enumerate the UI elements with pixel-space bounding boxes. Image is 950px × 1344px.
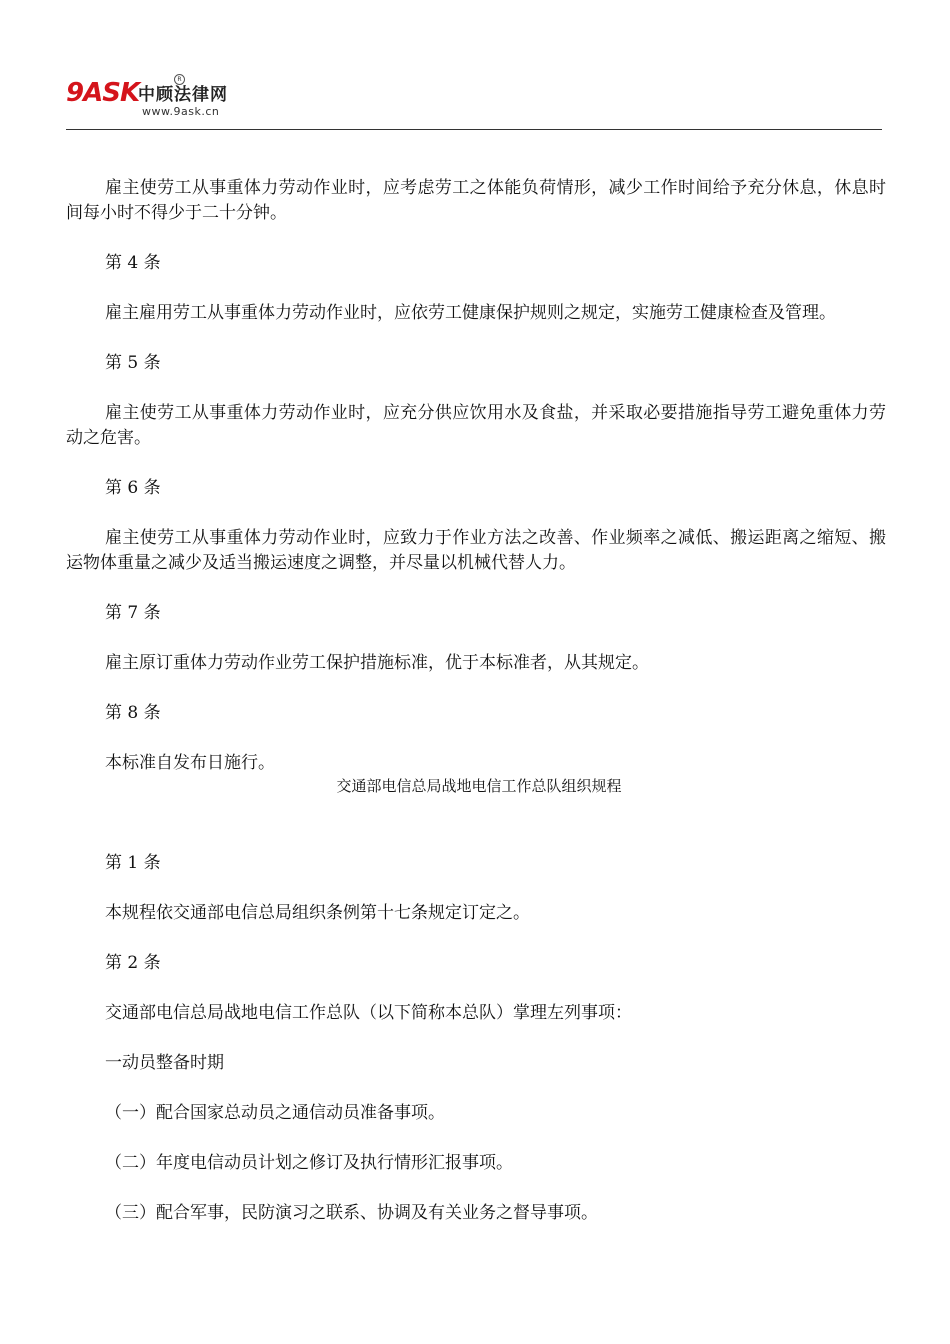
paragraph: 交通部电信总局战地电信工作总队（以下简称本总队）掌理左列事项： (105, 1003, 632, 1023)
list-item: （三）配合军事，民防演习之联系、协调及有关业务之督导事项。 (105, 1203, 598, 1223)
logo-chinese-name: 中顾法律网 (138, 85, 228, 105)
paragraph: 雇主雇用劳工从事重体力劳动作业时，应依劳工健康保护规则之规定，实施劳工健康检查及管理。 (105, 303, 836, 323)
article-heading: 第 5 条 (105, 353, 161, 373)
document-body (66, 176, 886, 1226)
list-item: 一动员整备时期 (105, 1053, 224, 1073)
logo-url: www.9ask.cn (142, 105, 220, 118)
list-item: （二）年度电信动员计划之修订及执行情形汇报事项。 (105, 1153, 513, 1173)
paragraph: 雇主使劳工从事重体力劳动作业时，应充分供应饮用水及食盐，并采取必要措施指导劳工避免重体力劳动之危害。 (66, 403, 886, 448)
paragraph: 本标准自发布日施行。 (105, 753, 275, 773)
article-heading: 第 6 条 (105, 478, 161, 498)
article-heading: 第 7 条 (105, 603, 161, 623)
list-item: （一）配合国家总动员之通信动员准备事项。 (105, 1103, 445, 1123)
site-logo[interactable] (66, 72, 266, 124)
article-heading: 第 2 条 (105, 953, 161, 973)
registered-mark-icon: R (174, 74, 185, 85)
header-divider (66, 129, 882, 130)
article-heading: 第 8 条 (105, 703, 161, 723)
paragraph: 雇主使劳工从事重体力劳动作业时，应致力于作业方法之改善、作业频率之减低、搬运距离之缩短、搬运物体重量之减少及适当搬运速度之调整，并尽量以机械代替人力。 (66, 528, 886, 573)
paragraph: 雇主原订重体力劳动作业劳工保护措施标准，优于本标准者，从其规定。 (105, 653, 649, 673)
logo-mark: 9ASK (66, 78, 140, 108)
document-title: 交通部电信总局战地电信工作总队组织规程 (336, 777, 622, 795)
article-heading: 第 1 条 (105, 853, 161, 873)
article-heading: 第 4 条 (105, 253, 161, 273)
paragraph: 本规程依交通部电信总局组织条例第十七条规定订定之。 (105, 903, 530, 923)
page-header (66, 72, 882, 132)
paragraph: 雇主使劳工从事重体力劳动作业时，应考虑劳工之体能负荷情形，减少工作时间给予充分休息，休息时间每小时不得少于二十分钟。 (66, 178, 886, 223)
